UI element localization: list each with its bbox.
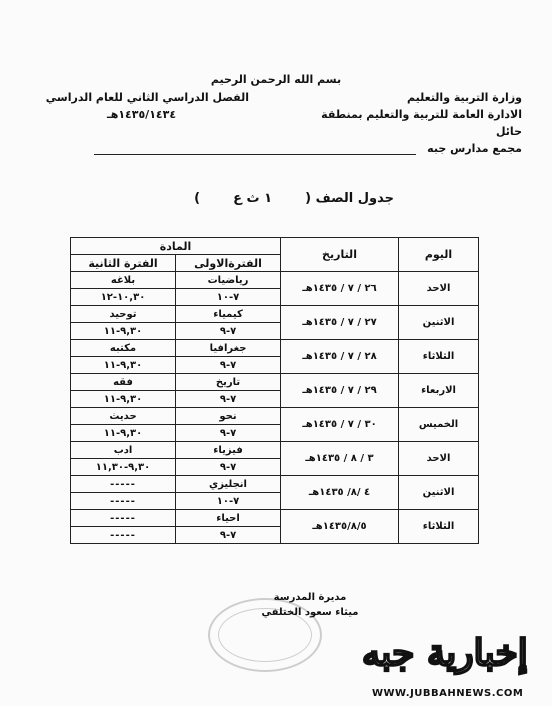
day-cell: الخميس [399,408,479,442]
period-1-subject: جغرافيا [176,340,281,357]
academic-year: ١٤٣٥/١٤٣٤هـ [106,108,177,121]
school-line: مجمع مدارس جبه [427,142,522,155]
period-1-time: ٧-٩ [176,527,281,544]
period-1-time: ٧-٩ [176,323,281,340]
header-divider [94,154,416,155]
date-cell: ٢٨ / ٧ / ١٤٣٥هـ [281,340,399,374]
table-row [71,340,479,357]
period-1-time: ٧-١٠ [176,289,281,306]
schedule-title [194,191,394,206]
period-2-subject: ادب [71,442,176,459]
class-name: ١ ث ع [233,191,273,206]
day-cell: الاثنين [399,476,479,510]
period-1-time: ٧-٩ [176,391,281,408]
period-1-subject: تاريخ [176,374,281,391]
watermark-logo: إخبارية جبه [362,632,528,674]
ministry-header [292,89,522,157]
period-2-time: ----- [71,493,176,510]
semester-header [34,89,249,123]
period-1-time: ٧-٩ [176,459,281,476]
period-1-subject: انجليزي [176,476,281,493]
table-row [71,374,479,391]
period-2-subject: فقه [71,374,176,391]
table-row [71,408,479,425]
period-1-subject: احياء [176,510,281,527]
date-cell: ٢٦ / ٧ / ١٤٣٥هـ [281,272,399,306]
period-2-time: ----- [71,527,176,544]
header-date: التاريخ [281,238,399,272]
signature-title: مديرة المدرسة [273,592,347,603]
schedule-title-label: جدول الصف ( [305,191,394,206]
period-2-time: ٩,٣٠-١١,٣٠ [71,459,176,476]
day-cell: الاحد [399,442,479,476]
header-day: اليوم [399,238,479,272]
period-1-subject: رياضيات [176,272,281,289]
period-2-time: ٩,٣٠-١١ [71,425,176,442]
period-2-time: ٩,٣٠-١١ [71,357,176,374]
period-1-time: ٧-١٠ [176,493,281,510]
directorate-line: الادارة العامة للتربية والتعليم بمنطقة حائل [321,108,522,138]
period-1-time: ٧-٩ [176,425,281,442]
watermark-site: WWW.JUBBAHNEWS.COM [372,688,524,699]
signature-name: ميثاء سعود الختلفي [261,607,359,618]
period-2-subject: مكتبه [71,340,176,357]
header-period-2: الفترة الثانية [71,255,176,272]
day-cell: الاثنين [399,306,479,340]
table-row [71,442,479,459]
period-1-subject: فيزياء [176,442,281,459]
date-cell: ١٤٣٥/٨/٥هـ [281,510,399,544]
period-1-time: ٧-٩ [176,357,281,374]
period-2-subject: ----- [71,510,176,527]
basmala: بسم الله الرحمن الرحيم [210,73,342,86]
date-cell: ٢٩ / ٧ / ١٤٣٥هـ [281,374,399,408]
table-row [71,476,479,493]
day-cell: الثلاثاء [399,510,479,544]
period-2-subject: توحيد [71,306,176,323]
period-2-subject: بلاغه [71,272,176,289]
header-subject: المادة [71,238,281,255]
semester-line: الفصل الدراسي الثاني للعام الدراسي [45,91,249,104]
day-cell: الاربعاء [399,374,479,408]
day-cell: الاحد [399,272,479,306]
date-cell: ٣ / ٨ / ١٤٣٥هـ [281,442,399,476]
period-1-subject: نحو [176,408,281,425]
date-cell: ٤ /٨/ ١٤٣٥هـ [281,476,399,510]
period-1-subject: كيمياء [176,306,281,323]
day-cell: الثلاثاء [399,340,479,374]
table-row [71,306,479,323]
schedule-title-close: ) [194,191,201,206]
period-2-subject: حديث [71,408,176,425]
header-period-1: الفترةالاولى [176,255,281,272]
period-2-time: ١٠,٣٠-١٢ [71,289,176,306]
date-cell: ٣٠ / ٧ / ١٤٣٥هـ [281,408,399,442]
period-2-time: ٩,٣٠-١١ [71,323,176,340]
period-2-subject: ----- [71,476,176,493]
exam-schedule-table [70,237,478,544]
period-2-time: ٩,٣٠-١١ [71,391,176,408]
table-row [71,272,479,289]
date-cell: ٢٧ / ٧ / ١٤٣٥هـ [281,306,399,340]
table-row [71,510,479,527]
signature-block [240,590,380,620]
ministry-line: وزارة التربية والتعليم [407,91,522,104]
